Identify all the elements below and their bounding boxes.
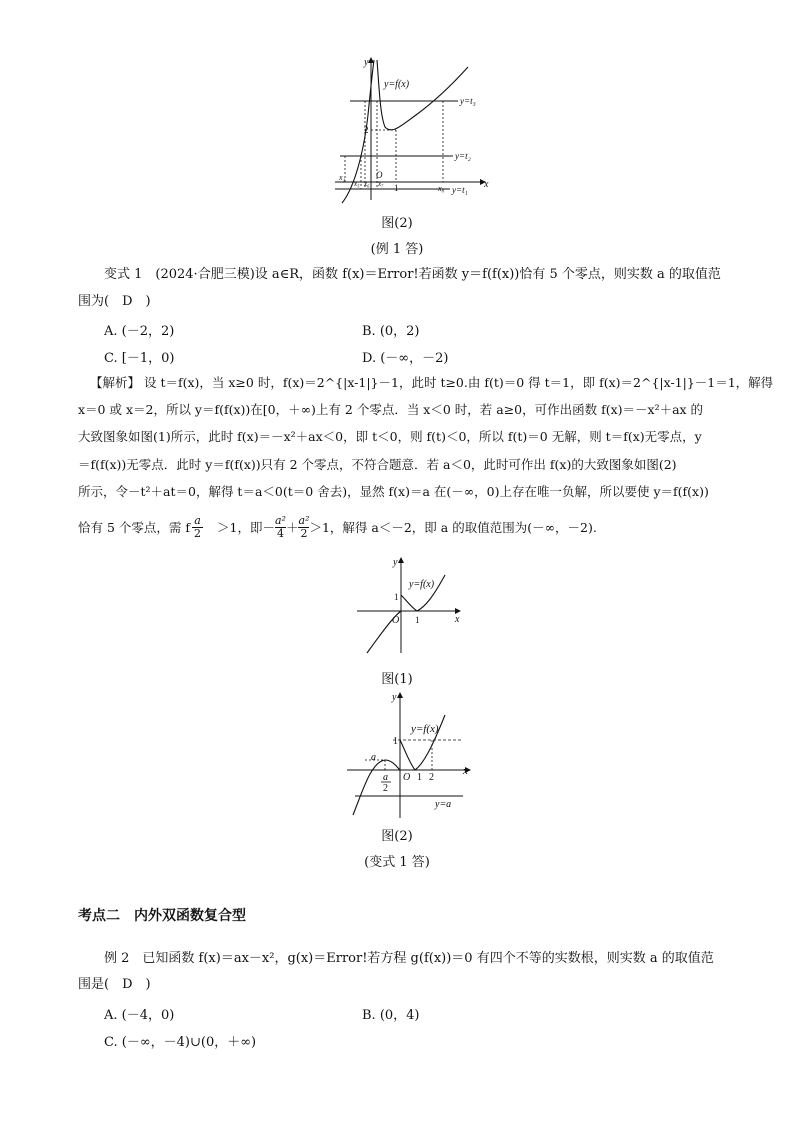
analysis-line3: 大致图象如图(1)所示，此时 f(x)＝－x²＋ax＜0，即 t＜0，则 f(t)＜0，所以 f(t)＝0 无解，则 t＝f(x)无零点，y	[78, 429, 702, 444]
origin-label: O	[392, 615, 400, 626]
x8-label: x₈	[438, 184, 445, 193]
figure-caption: 图(2)	[381, 216, 413, 231]
tick-2x: 2	[429, 772, 434, 783]
curve-label: y=f(x)	[411, 723, 439, 735]
figure-sub-caption: (例 1 答)	[370, 242, 424, 257]
x5-label: x₅	[354, 180, 360, 188]
option-a: A. (－2，2)	[104, 324, 175, 339]
y-axis-label: y	[393, 557, 398, 568]
fraction-a2-over-4: a² 4	[274, 514, 286, 540]
x7-label: x₇	[378, 180, 384, 188]
figure-example1-graph	[330, 55, 500, 205]
origin-label: O	[376, 170, 383, 180]
curve-label: y=f(x)	[409, 579, 435, 590]
figure2-caption: 图(2)	[381, 829, 413, 844]
line-t2-label: y=t₂	[455, 151, 471, 161]
label-a: a	[371, 752, 376, 763]
variant1-question-line1: 变式 1 (2024·合肥三模)设 a∈R，函数 f(x)＝Error!若函数 y＝f(f(x))恰有 5 个零点，则实数 a 的取值范	[104, 267, 721, 282]
example2-option-c: C. (－∞，－4)∪(0，＋∞)	[104, 1035, 257, 1050]
line-t3-label: y=t₃	[460, 96, 476, 106]
option-c: C. [－1，0)	[104, 351, 175, 366]
figure1-caption: 图(1)	[381, 672, 413, 687]
example2-question-line2: 围是( D )	[78, 977, 151, 992]
figure-variant1-graph1	[355, 555, 470, 655]
section-title: 考点二 内外双函数复合型	[78, 908, 246, 924]
example2-question-line1: 例 2 已知函数 f(x)＝ax－x²，g(x)＝Error!若方程 g(f(x))＝0 有四个不等的实数根，则实数 a 的取值范	[104, 951, 714, 966]
example2-option-a: A. (－4，0)	[104, 1008, 175, 1023]
analysis-line6-mid: ＞1，即－	[217, 519, 275, 535]
fraction-a2-over-2: a² 2	[298, 514, 310, 540]
tick-1: 1	[394, 183, 399, 193]
analysis-line1: 【解析】 设 t＝f(x)，当 x≥0 时，f(x)＝2^{|x-1|}－1，此时 t≥0.由 f(t)＝0 得 t＝1，即 f(x)＝2^{|x-1|}－1＝1，解得	[90, 375, 774, 390]
origin-label: O	[403, 772, 411, 783]
analysis-line6-pre: 恰有 5 个零点，需 f	[78, 519, 190, 535]
analysis-line2: x＝0 或 x＝2，所以 y＝f(f(x))在[0，＋∞)上有 2 个零点．当 x＜0 时，若 a≥0，可作出函数 f(x)＝－x²＋ax 的	[78, 402, 704, 417]
x-axis-label: x	[455, 614, 460, 625]
analysis-line6-post: ＞1，解得 a＜－2，即 a 的取值范围为(－∞，－2).	[309, 519, 597, 535]
option-b: B. (0，2)	[362, 324, 420, 339]
tick-1y: 1	[394, 592, 399, 602]
x-axis-label: x	[463, 765, 468, 777]
tick-1x: 1	[415, 615, 420, 625]
y-axis-label: y	[364, 57, 369, 68]
tick-1y: 1	[393, 736, 398, 747]
figure2-sub-caption: (变式 1 答)	[364, 855, 430, 870]
tick-1x: 1	[417, 772, 422, 783]
line-t1-label: y=t₁	[452, 185, 468, 195]
x6-label: x₆	[364, 180, 370, 188]
variant1-question-line2: 围为( D )	[78, 294, 151, 309]
option-d: D. (－∞，－2)	[362, 351, 449, 366]
curve-label: y=f(x)	[384, 79, 410, 90]
frac-den-2: 2	[383, 783, 388, 794]
tick-2: 2	[364, 125, 369, 135]
fraction-a-over-2: a 2	[194, 514, 201, 540]
analysis-line6: 恰有 5 个零点，需 f a 2 ＞1，即－ a² 4 ＋ a² 2 ＞1，解得 a＜－2，即 a 的取值范围为(－∞，－2).	[78, 514, 597, 540]
analysis-line5: 所示，令－t²＋at＝0，解得 t＝a＜0(t＝0 舍去)，显然 f(x)＝a 在(－∞，0)上存在唯一负解，所以要使 y＝f(f(x))	[78, 484, 709, 499]
figure-variant1-graph2	[345, 690, 480, 820]
y-axis-label: y	[392, 692, 397, 703]
frac-num-a: a	[383, 772, 388, 783]
x-axis-label: x	[484, 179, 489, 190]
analysis-line4: ＝f(f(x))无零点．此时 y＝f(f(x))只有 2 个零点，不符合题意．若 a＜0，此时可作出 f(x)的大致图象如图(2)	[78, 457, 677, 472]
line-y-a-label: y=a	[435, 799, 452, 810]
example2-option-b: B. (0，4)	[362, 1008, 420, 1023]
x1-label: x₁	[339, 173, 346, 182]
